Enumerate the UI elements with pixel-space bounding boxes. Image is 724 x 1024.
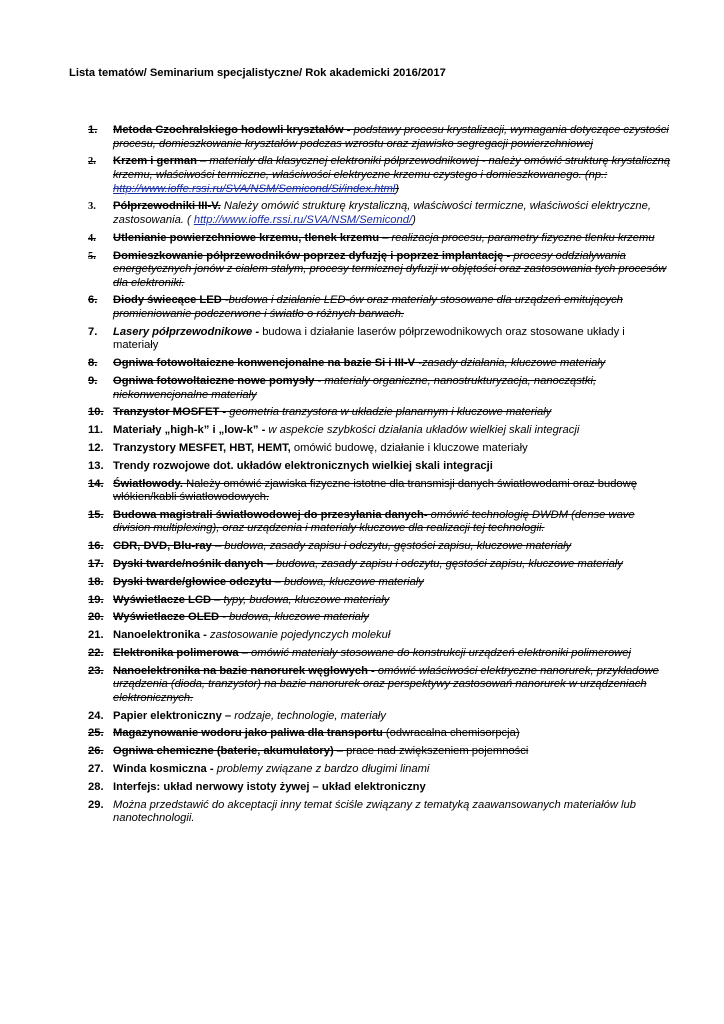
list-item (88, 594, 673, 608)
item-description: podstawy procesu krystalizacji, wymagania dotyczące czystości procesu, domieszkowanie kryształów podczas wzrostu oraz zjawisko segregacji powierzchniowej (113, 124, 669, 150)
item-description: omówić właściwości elektryczne nanorurek, przykładowe urządzenia (dioda, tranzystor) na bazie nanorurek oraz perspektywy zastosowań nanorurek w urządzeniach elektronicznych. (113, 664, 659, 704)
item-number: 10. (88, 406, 104, 419)
list-item (88, 424, 673, 438)
item-description: – realizacja procesu, parametry fizyczne tlenku krzemu (379, 231, 655, 244)
list-item (88, 478, 673, 505)
item-number: 3. (88, 201, 96, 213)
list-item (88, 629, 673, 643)
item-description: procesy oddziaływania energetycznych jonów z ciałem stałym, procesy termicznej dyfuzji w objętości oraz zastosowania tych procesów dla elektroniki. (113, 249, 667, 289)
item-heading: Dyski twarde/nośnik danych (113, 558, 264, 571)
item-heading: CDR, DVD, Blu-ray (113, 540, 212, 553)
item-link[interactable]: http://www.ioffe.rssi.ru/SVA/NSM/Semicond/ (193, 213, 413, 226)
item-heading: Nanoelektronika - (113, 629, 207, 642)
item-heading: Ogniwa chemiczne (baterie, akumulatory) (113, 745, 334, 758)
item-description: rodzaje, technologie, materiały (231, 709, 387, 722)
item-number: 2. (88, 156, 96, 168)
item-number: 22. (88, 646, 104, 659)
item-number: 9. (88, 375, 98, 387)
item-description: -budowa i działanie LED-ów oraz materiały stosowane dla urządzeń emitujących promieniowanie podczerwone i światło o różnych barwach. (113, 294, 623, 321)
item-description: Można przedstawić do akceptacji inny temat ściśle związany z tematyką zaawansowanych materiałów lub nanotechnologii. (113, 798, 636, 825)
item-heading: Trendy rozwojowe dot. układów elektronicznych wielkiej skali integracji (113, 459, 493, 472)
item-heading: Półprzewodniki III-V. (113, 200, 221, 213)
item-heading: Domieszkowanie półprzewodników poprzez dyfuzję i poprzez implantację - (113, 249, 511, 262)
item-number: 25. (88, 727, 104, 740)
item-description: budowa i działanie laserów półprzewodnikowych oraz stosowane układy i materiały (113, 325, 625, 352)
item-description: – omówić materiały stosowane do konstrukcji urządzeń elektroniki polimerowej (238, 646, 631, 659)
list-item (88, 781, 673, 795)
item-heading: Lasery półprzewodnikowe - (113, 325, 260, 338)
item-heading: Wyświetlacze LCD (113, 593, 212, 606)
item-number: 8. (88, 357, 98, 370)
list-item (88, 799, 673, 826)
item-description: -zasady działania, kluczowe materiały (415, 357, 606, 370)
item-number: 29. (88, 798, 104, 811)
item-heading: Ogniwa fotowoltaiczne konwencjonalne na bazie Si i III-V (113, 357, 416, 370)
item-description: – budowa, zasady zapisu i odczytu, gęstości zapisu, kluczowe materiały (263, 558, 623, 571)
item-description: – typy, budowa, kluczowe materiały (211, 593, 390, 606)
item-number: 18. (88, 575, 104, 588)
item-link[interactable]: http://www.ioffe.rssi.ru/SVA/NSM/Semicond/Si/index.html (113, 182, 396, 195)
item-description: problemy związane z bardzo długimi linami (213, 763, 430, 776)
item-heading: Papier elektroniczny – (113, 709, 232, 722)
item-number: 14. (88, 477, 104, 490)
item-number: 16. (88, 540, 104, 553)
list-item (88, 647, 673, 661)
item-number: 20. (88, 611, 104, 624)
list-item (88, 460, 673, 474)
item-description: – budowa, kluczowe materiały (271, 575, 424, 588)
list-item (88, 442, 673, 456)
item-heading: Dyski twarde/głowice odczytu (113, 575, 272, 588)
list-item (88, 250, 673, 291)
list-item (88, 576, 673, 590)
item-number: 27. (88, 763, 104, 776)
item-heading: Krzem i german (113, 155, 197, 168)
item-number: 28. (88, 780, 104, 793)
list-item (88, 763, 673, 777)
item-description: geometria tranzystora w układzie planarnym i kluczowe materiały (226, 406, 552, 419)
item-description: w aspekcie szybkości działania układów wielkiej skali integracji (265, 424, 580, 437)
list-item (88, 406, 673, 420)
list-item (88, 558, 673, 572)
item-number: 11. (88, 424, 103, 437)
list-item (88, 200, 673, 227)
item-heading: Światłowody. (113, 477, 184, 490)
item-heading: Tranzystory MESFET, HBT, HEMT, (113, 441, 291, 454)
document-title: Lista tematów/ Seminarium specjalistyczne/ Rok akademicki 2016/2017 (69, 67, 446, 79)
item-number: 1. (88, 124, 98, 136)
item-number: 5. (88, 250, 96, 262)
list-item (88, 727, 673, 741)
item-heading: Winda kosmiczna - (113, 763, 214, 776)
item-description: zastosowanie pojedynczych molekuł (206, 629, 391, 642)
item-description: Należy omówić strukturę krystaliczną, właściwości termiczne, właściwości elektryczne, zastosowania. ( (113, 200, 651, 226)
item-description: Należy omówić zjawiska fizyczne istotne dla transmisji danych światłowodami oraz budowę włókien/kabli światłowodowych. (113, 477, 637, 504)
item-number: 21. (88, 629, 104, 642)
item-number: 6. (88, 294, 98, 307)
item-number: 15. (88, 508, 104, 521)
item-number: 13. (88, 459, 104, 472)
item-description: – prace nad zwiększeniem pojemności (333, 745, 529, 758)
list-item (88, 357, 673, 371)
item-heading: Utlenianie powierzchniowe krzemu, tlenek krzemu (113, 231, 380, 244)
item-number: 12. (88, 441, 104, 454)
list-item (88, 745, 673, 759)
item-heading: Budowa magistrali światłowodowej do przesyłania danych- (113, 508, 428, 521)
list-item (88, 294, 673, 321)
item-tail: ) (412, 213, 416, 226)
item-description: – materiały dla klasycznej elektroniki półprzewodnikowej - należy omówić strukturę krystaliczną krzemu, właściwości termiczne, właściwości elektryczne krzemu czystego i domieszkowanego. (np.: (113, 155, 671, 181)
item-description: omówić budowę, działanie i kluczowe materiały (290, 441, 528, 454)
item-number: 26. (88, 745, 104, 758)
item-heading: Ogniwa fotowoltaiczne nowe pomysły (113, 375, 315, 387)
item-number: 19. (88, 593, 104, 606)
list-item (88, 375, 673, 402)
list-item (88, 611, 673, 625)
item-number: 4. (88, 232, 96, 244)
list-item (88, 540, 673, 554)
topic-list (88, 124, 673, 830)
item-description: - budowa, kluczowe materiały (219, 611, 369, 624)
list-item (88, 124, 673, 151)
item-heading: Elektronika polimerowa (113, 646, 239, 659)
item-heading: Metoda Czochralskiego hodowli kryształów - (113, 124, 351, 136)
list-item (88, 509, 673, 536)
item-heading: Nanoelektronika na bazie nanorurek węglowych - (113, 664, 375, 677)
item-heading: Diody świecące LED (113, 294, 222, 307)
list-item (88, 665, 673, 706)
item-description: – budowa, zasady zapisu i odczytu, gęstości zapisu, kluczowe materiały (211, 540, 572, 553)
item-number: 24. (88, 709, 104, 722)
item-description: - materiały organiczne, nanostrukturyzacja, nanocząstki, niekonwencjonalne materiały (113, 375, 597, 401)
item-tail: ) (395, 182, 400, 195)
item-heading: Wyświetlacze OLED (113, 611, 220, 624)
item-heading: Interfejs: układ nerwowy istoty żywej – układ elektroniczny (113, 780, 426, 793)
item-number: 7. (88, 325, 98, 338)
list-item (88, 710, 673, 724)
item-heading: Materiały „high-k” i „low-k” - (113, 424, 266, 437)
item-heading: Magazynowanie wodoru jako paliwa dla transportu (113, 727, 383, 740)
item-description: (odwracalna chemisorpcja) (382, 727, 520, 740)
item-number: 17. (88, 558, 104, 571)
item-number: 23. (88, 664, 104, 677)
list-item (88, 326, 673, 353)
item-description: omówić technologię DWDM (dense wave division multiplexing), oraz urządzenia i materiały kluczowe dla realizacji tej technologii. (113, 508, 635, 535)
list-item (88, 155, 673, 196)
list-item (88, 232, 673, 246)
item-heading: Tranzystor MOSFET - (113, 406, 227, 419)
